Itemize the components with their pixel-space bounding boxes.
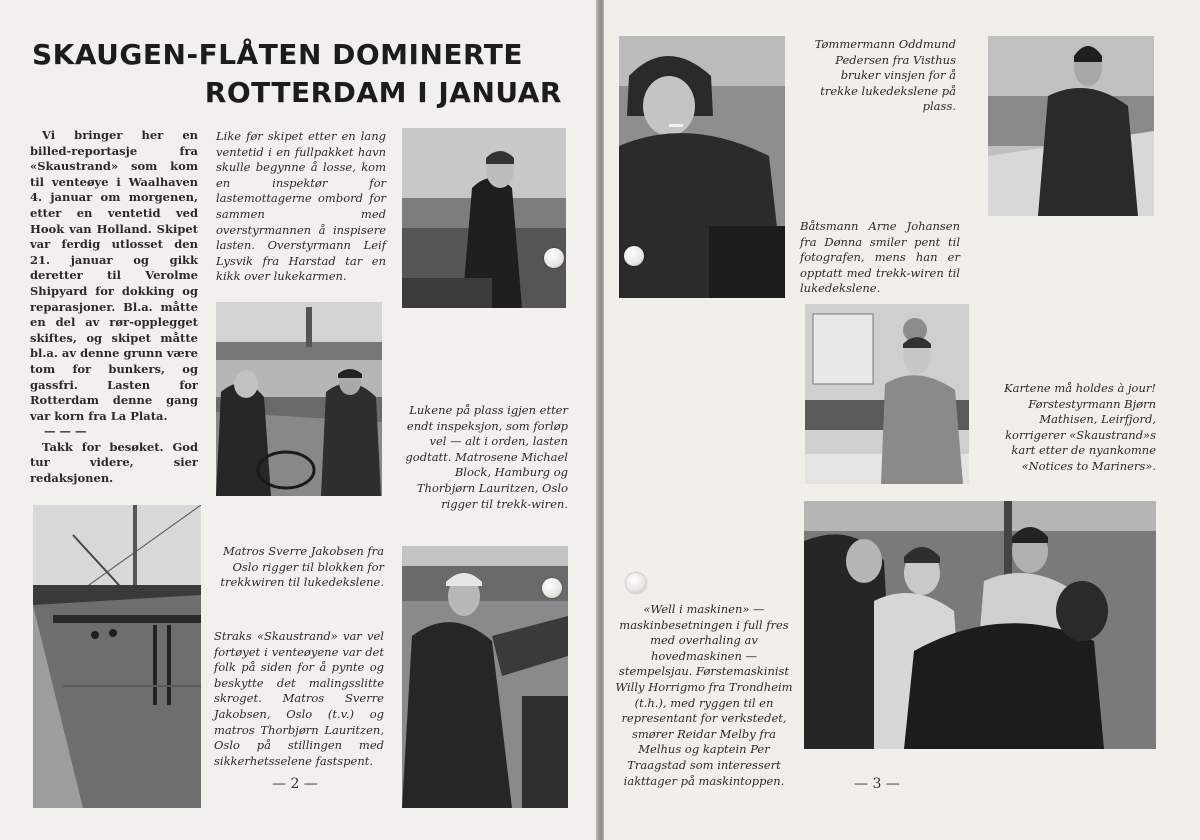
punch-hole bbox=[544, 248, 564, 268]
right-page bbox=[604, 0, 1200, 840]
page-number: — 2 — bbox=[272, 776, 318, 792]
photo-ship-hull bbox=[33, 505, 201, 808]
photo-engine-room bbox=[804, 501, 1156, 749]
photo-carpenter bbox=[619, 36, 785, 298]
caption-engine: «Well i maskinen» — maskinbesetningen i full fres med overhaling av hovedmaskinen — stempelsjau. Førstemaskinist Willy Horrigmo fra Trondheim (t.h.), med ryggen til en representant for verkstedet, smører Reidar Melby fra Melhus og kaptein Per Traagstad som interessert iakttager på maskintoppen. bbox=[615, 602, 793, 788]
intro-article bbox=[30, 128, 198, 487]
intro-paragraph: Vi bringer her en billed-reportasje fra «Skaustrand» som kom til venteøye i Waalhaven 4. januar om morgenen, etter en ventetid ved Hook van Holland. Skipet var ferdig utlosset den 21. januar og gikk deretter til Verolme Shipyard for dokking og reparasjoner. Bl.a. måtte en del av rør-opplegget skiftes, og skipet måtte bl.a. av denne grunn være tom for bunkers, og gassfri. Lasten for Rotterdam denne gang var korn fra La Plata. bbox=[30, 128, 198, 423]
punch-hole bbox=[542, 578, 562, 598]
punch-hole bbox=[624, 246, 644, 266]
closing-paragraph: Takk for besøket. God tur videre, sier redaksjonen. bbox=[30, 439, 198, 486]
headline-line-1: SKAUGEN-FLÅTEN DOMINERTE bbox=[32, 38, 524, 71]
photo-boatswain bbox=[988, 36, 1154, 216]
caption-boatswain: Båtsmann Arne Johansen fra Dønna smiler pent til fotografen, mens han er opptatt med trekk-wiren til lukedekslene. bbox=[800, 219, 960, 296]
left-page bbox=[0, 0, 598, 840]
page-number: — 3 — bbox=[854, 776, 900, 792]
photo-charts-officer bbox=[805, 304, 969, 484]
separator: — — — bbox=[44, 424, 87, 439]
punch-hole bbox=[626, 573, 646, 593]
caption-carpenter: Tømmermann Oddmund Pedersen fra Visthus bruker vinsjen for å trekke lukedekslene på plass. bbox=[814, 37, 956, 114]
photo-inspector bbox=[402, 128, 566, 308]
caption-charts: Kartene må holdes à jour! Førstestyrmann Bjørn Mathisen, Leirfjord, korrigerer «Skaustrand»s kart etter de nyankomne «Notices to Mariners». bbox=[1004, 381, 1156, 473]
caption-jakobsen: Matros Sverre Jakobsen fra Oslo rigger til blokken for trekkwiren til lukedekslene. bbox=[220, 544, 384, 590]
photo-sailors-rigging bbox=[216, 302, 382, 496]
caption-hatches: Lukene på plass igjen etter endt inspeksjon, som forløp vel — alt i orden, lasten godtatt. Matrosene Michael Block, Hamburg og Thorbjørn Lauritzen, Oslo rigger til trekk-wiren. bbox=[405, 403, 568, 511]
caption-inspector: Like før skipet etter en lang ventetid i en fullpakket havn skulle begynne å losse, kom en inspektør for lastemottagerne ombord for sammen med overstyrmannen å inspisere lasten. Overstyrmann Leif Lysvik fra Harstad tar en kikk over lukekarmen. bbox=[216, 129, 386, 284]
caption-hull: Straks «Skaustrand» var vel fortøyet i venteøyene var det folk på siden for å pynte og beskytte det malingsslitte skroget. Matros Sverre Jakobsen, Oslo (t.v.) og matros Thorbjørn Lauritzen, Oslo på stillingen med sikkerhetsselene fastspent. bbox=[214, 629, 384, 768]
headline-line-2: ROTTERDAM I JANUAR bbox=[204, 76, 562, 109]
headline bbox=[32, 36, 572, 112]
